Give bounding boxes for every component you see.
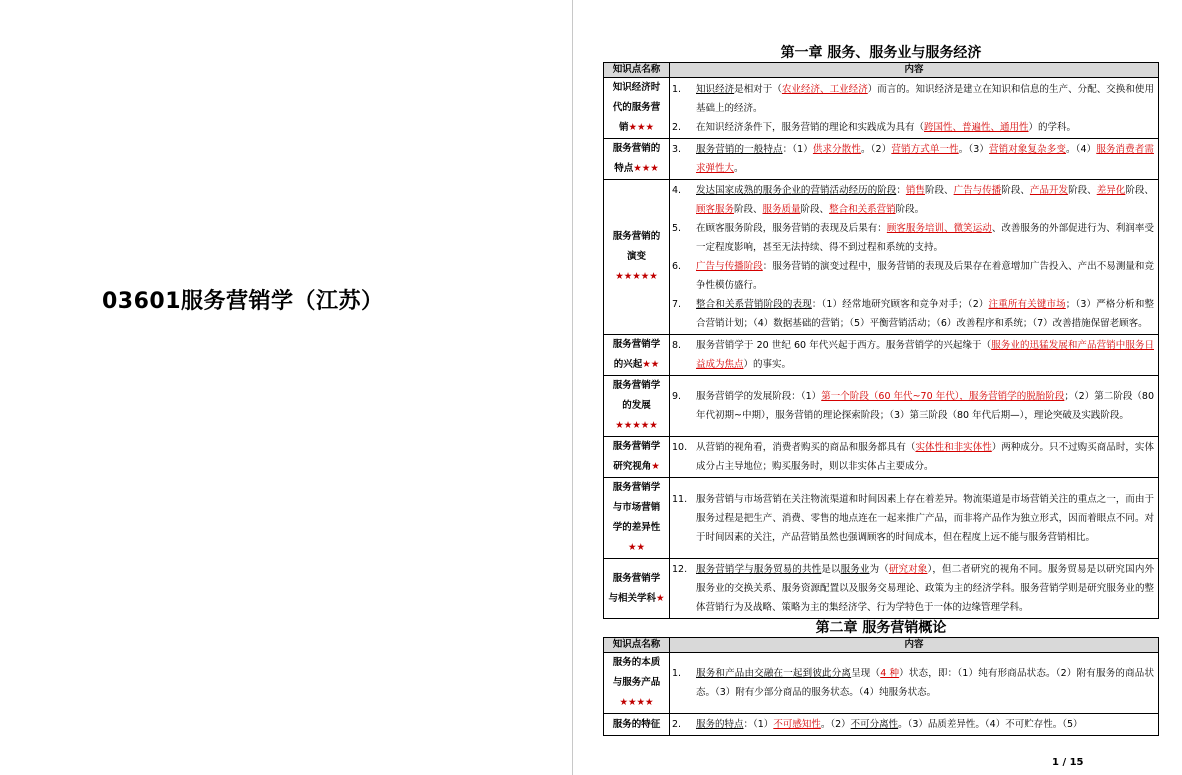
text-segment: 服务营销与市场营销在关注物流渠道和时间因素上存在着差异。物流渠道是市场营销关注的重点之一，而由于服务过程是把生产、消费、零售的地点连在一起来推广产品，而非将产品作为独立形式，因而着眼点不同。对于时间因素的关注，产品营销虽然也强调顾客的时间成本，但在程度上远不能与服务营销相比。 (696, 493, 1154, 543)
text-segment: ）的学科。 (1028, 121, 1077, 133)
item-text (696, 295, 1154, 333)
name-line: 服务营销的 (612, 231, 661, 242)
name-line: 服务的本质 (612, 657, 661, 668)
importance-stars: ★★★★★ (615, 420, 658, 431)
text-segment: 从营销的视角看，消费者购买的商品和服务都具有（ (696, 442, 916, 453)
underlined-term: 整合和关系营销阶段的表现 (696, 299, 812, 310)
text-segment: 、改善服务的外部促进行为、利润率受一定程度影响，甚至无法持续、得不到过程和系统的支持。 (696, 223, 1154, 253)
text-segment: 是以 (821, 564, 841, 575)
name-line: 与相关学科 (608, 592, 656, 604)
item-text (696, 140, 1154, 178)
list-item (672, 118, 1154, 137)
item-text (696, 80, 1154, 118)
list-item (672, 438, 1154, 476)
knowledge-point-name (604, 376, 670, 437)
table-row (604, 437, 1159, 478)
item-number: 2. (672, 121, 682, 133)
text-segment: 。（3） (958, 144, 990, 155)
text-segment: ）两种成分。只不过购买商品时，实体成分占主导地位；购买服务时，则以非实体占主要成分。 (696, 442, 1154, 472)
text-segment: ；（3）严格分析和整合营销计划；（4）数据基础的营销；（5）平衡营销活动；（6）改善程序和系统；（7）改善措施保留老顾客。 (696, 299, 1154, 329)
knowledge-point-name (604, 437, 670, 478)
list-item (672, 490, 1154, 547)
text-segment: ）状态，即：（1）纯有形商品状态。（2）附有服务的商品状态。（3）附有少部分商品的服务状态。（4）纯服务状态。 (696, 668, 1154, 698)
text-segment: 阶段、 (734, 204, 763, 215)
key-term: 顾客服务培训、微笑运动 (886, 223, 992, 234)
importance-stars: ★ (655, 592, 665, 604)
key-term: 产品开发 (1029, 185, 1069, 196)
knowledge-content (670, 437, 1159, 478)
item-number: 3. (672, 144, 682, 155)
item-number: 4. (672, 185, 682, 196)
text-segment: 服务营销学的发展阶段：（1） (696, 391, 822, 402)
key-term: 研究对象 (888, 564, 928, 575)
header-content: 内容 (670, 638, 1159, 653)
key-term: 整合和关系营销 (829, 204, 896, 215)
key-term: 农业经济、工业经济 (781, 83, 868, 95)
knowledge-point-name (604, 714, 670, 736)
importance-stars: ★★★★ (619, 697, 654, 708)
knowledge-content (670, 78, 1159, 139)
key-term: 不可感知性 (773, 719, 821, 730)
name-line: 的兴起 (613, 359, 643, 370)
name-line: 服务的特征 (612, 718, 661, 730)
text-segment: ；（2）第二阶段（80 年代初期~中期），服务营销的理论探索阶段；（3）第三阶段（80 年代后期—），理论突破及实践阶段。 (696, 391, 1155, 421)
text-segment: ：（1） (743, 719, 774, 730)
header-knowledge-name: 知识点名称 (604, 638, 670, 653)
item-number: 2. (672, 719, 682, 730)
name-line: 服务营销学 (612, 441, 661, 452)
list-item (672, 80, 1154, 118)
list-item (672, 181, 1154, 219)
underlined-term: 服务业 (840, 564, 870, 575)
item-text (696, 219, 1154, 257)
importance-stars: ★★★★★ (615, 271, 658, 282)
table-row (604, 653, 1159, 714)
item-number: 1. (672, 83, 682, 95)
key-term: 广告与传播阶段 (696, 261, 763, 272)
underlined-term: 知识经济 (696, 83, 735, 95)
underlined-term: 服务营销学与服务贸易的共性 (696, 564, 822, 575)
item-number: 5. (672, 223, 682, 234)
key-term: 广告与传播 (953, 185, 1002, 196)
text-segment: 阶段。 (895, 204, 925, 215)
document-page (603, 0, 1159, 775)
text-segment: ：服务营销的演变过程中，服务营销的表现及后果存在着意增加广告投入、产出不易测量和竞争性模仿盛行。 (696, 261, 1154, 291)
item-text (696, 181, 1154, 219)
item-text (696, 490, 1154, 547)
underlined-term: 服务和产品由交融在一起到彼此分离 (696, 668, 852, 679)
text-segment: 。（2） (820, 719, 851, 730)
table-row (604, 180, 1159, 335)
knowledge-content (670, 139, 1159, 180)
name-line: 学的差异性 (612, 522, 661, 533)
key-term: 4 种 (880, 668, 900, 679)
importance-stars: ★ (651, 461, 660, 472)
list-item (672, 295, 1154, 333)
text-segment: 。（3）品质差异性。（4）不可贮存性。（5） (898, 719, 1083, 730)
chapter-1-title: 第一章 服务、服务业与服务经济 (780, 45, 982, 61)
text-segment: 阶段、 (1068, 185, 1097, 196)
key-term: 差异化 (1096, 185, 1126, 196)
list-item (672, 664, 1154, 702)
underlined-term: 服务的特点 (696, 719, 744, 730)
knowledge-content (670, 653, 1159, 714)
text-segment: ）而言的。知识经济是建立在知识和信息的生产、分配、交换和使用基础上的经济。 (696, 83, 1154, 114)
underlined-term: 发达国家成熟的服务企业的营销活动经历的阶段 (696, 185, 897, 196)
knowledge-point-name (604, 653, 670, 714)
item-number: 7. (672, 299, 682, 310)
chapter-2-title: 第二章 服务营销概论 (815, 620, 947, 636)
item-number: 12. (672, 564, 688, 575)
table-row (604, 559, 1159, 619)
text-segment: 是相对于（ (734, 83, 782, 95)
knowledge-point-name (604, 139, 670, 180)
text-segment: 阶段、 (1125, 185, 1154, 196)
name-line: 知识经济时 (612, 82, 661, 93)
text-segment: 阶段、 (1001, 185, 1030, 196)
item-number: 11. (672, 493, 688, 505)
key-term: 注重所有关键市场 (988, 299, 1066, 310)
page-number: 1 / 15 (1052, 757, 1084, 768)
header-content: 内容 (670, 63, 1159, 78)
item-text (696, 118, 1154, 137)
text-segment: ）的事实。 (743, 359, 792, 370)
table-header-row (604, 638, 1159, 653)
item-text (696, 257, 1154, 295)
knowledge-content (670, 180, 1159, 335)
item-text (696, 336, 1154, 374)
chapter-1-body (604, 78, 1159, 619)
item-number: 8. (672, 340, 682, 351)
list-item (672, 140, 1154, 178)
table-row (604, 335, 1159, 376)
table-row (604, 78, 1159, 139)
item-text (696, 664, 1154, 702)
name-line: 与服务产品 (612, 677, 661, 688)
knowledge-point-name (604, 78, 670, 139)
text-segment: ：（1） (782, 144, 813, 155)
importance-stars: ★★ (627, 542, 646, 553)
list-item (672, 387, 1154, 425)
text-segment: ： (896, 185, 906, 196)
name-line: 与市场营销 (612, 502, 661, 513)
importance-stars: ★★★ (628, 122, 655, 133)
name-line: 的发展 (622, 400, 651, 411)
page-divider (572, 0, 573, 775)
knowledge-content (670, 478, 1159, 559)
knowledge-content (670, 714, 1159, 736)
chapter-2-table (603, 637, 1159, 736)
key-term: 服务消费者需求弹性大 (696, 144, 1154, 174)
item-text (696, 438, 1154, 476)
list-item (672, 219, 1154, 257)
table-row (604, 714, 1159, 736)
item-number: 10. (672, 442, 688, 453)
chapter-2-body (604, 653, 1159, 736)
name-line: 服务营销学 (612, 572, 661, 584)
item-number: 9. (672, 391, 682, 402)
knowledge-point-name (604, 559, 670, 619)
knowledge-content (670, 335, 1159, 376)
underlined-term: 服务营销的一般特点 (696, 144, 783, 155)
text-segment: 服务营销学于 20 世纪 60 年代兴起于西方。服务营销学的兴起缘于（ (696, 340, 992, 351)
key-term: 服务业的迅猛发展和产品营销中服务日益成为焦点 (696, 340, 1154, 370)
key-term: 营销方式单一性 (891, 144, 959, 155)
text-segment: 为（ (869, 564, 889, 575)
text-segment: 。 (734, 163, 744, 174)
list-item (672, 715, 1154, 734)
text-segment: 阶段、 (924, 185, 954, 196)
table-row (604, 139, 1159, 180)
key-term: 服务质量 (762, 204, 801, 215)
text-segment: 阶段、 (800, 204, 830, 215)
name-line: 研究视角 (613, 461, 652, 472)
importance-stars: ★★ (642, 359, 660, 370)
cover-title: 03601服务营销学（江苏） (102, 289, 384, 314)
key-term: 顾客服务 (696, 204, 735, 215)
key-term: 跨国性、普遍性、通用性 (924, 121, 1029, 133)
item-number: 6. (672, 261, 682, 272)
name-line: 演变 (626, 251, 646, 262)
text-segment: 呈现（ (851, 668, 881, 679)
name-line: 服务营销的 (612, 143, 661, 154)
table-row (604, 376, 1159, 437)
key-term: 营销对象复杂多变 (989, 144, 1067, 155)
text-segment: 在顾客服务阶段，服务营销的表现及后果有： (696, 223, 887, 234)
knowledge-content (670, 376, 1159, 437)
item-text (696, 715, 1154, 734)
name-line: 服务营销学 (612, 380, 661, 391)
knowledge-point-name (604, 180, 670, 335)
item-text (696, 560, 1154, 617)
name-line: 服务营销学 (612, 482, 661, 493)
underlined-term: 不可分离性 (850, 719, 899, 730)
knowledge-content (670, 559, 1159, 619)
name-line: 销 (618, 122, 629, 133)
text-segment: 在知识经济条件下，服务营销的理论和实践成为具有（ (696, 121, 925, 133)
list-item (672, 257, 1154, 295)
item-text (696, 387, 1154, 425)
list-item (672, 560, 1154, 617)
text-segment: ：（1）经常地研究顾客和竞争对手；（2） (811, 299, 989, 310)
table-header-row (604, 63, 1159, 78)
text-segment: ），但二者研究的视角不同。服务贸易是以研究国内外服务业的交换关系、服务资源配置以及服务交易理论、政策为主的经济学科。服务营销学则是研究服务业的整体营销行为及战略、策略为主的集经济学、行为学特色于一体的边缘管理学科。 (696, 564, 1154, 613)
knowledge-point-name (604, 335, 670, 376)
key-term: 供求分散性 (812, 144, 862, 155)
header-knowledge-name: 知识点名称 (604, 63, 670, 78)
table-row (604, 478, 1159, 559)
name-line: 服务营销学 (612, 339, 661, 350)
key-term: 销售 (905, 185, 925, 196)
name-line: 特点 (614, 163, 634, 174)
item-number: 1. (672, 668, 682, 679)
key-term: 实体性和非实体性 (915, 442, 992, 453)
name-line: 代的服务营 (612, 102, 661, 113)
importance-stars: ★★★ (633, 163, 659, 174)
text-segment: 。（2） (861, 144, 892, 155)
knowledge-point-name (604, 478, 670, 559)
key-term: 第一个阶段（60 年代~70 年代），服务营销学的脱胎阶段 (821, 391, 1065, 402)
chapter-1-table (603, 62, 1159, 619)
list-item (672, 336, 1154, 374)
text-segment: 。（4） (1066, 144, 1097, 155)
